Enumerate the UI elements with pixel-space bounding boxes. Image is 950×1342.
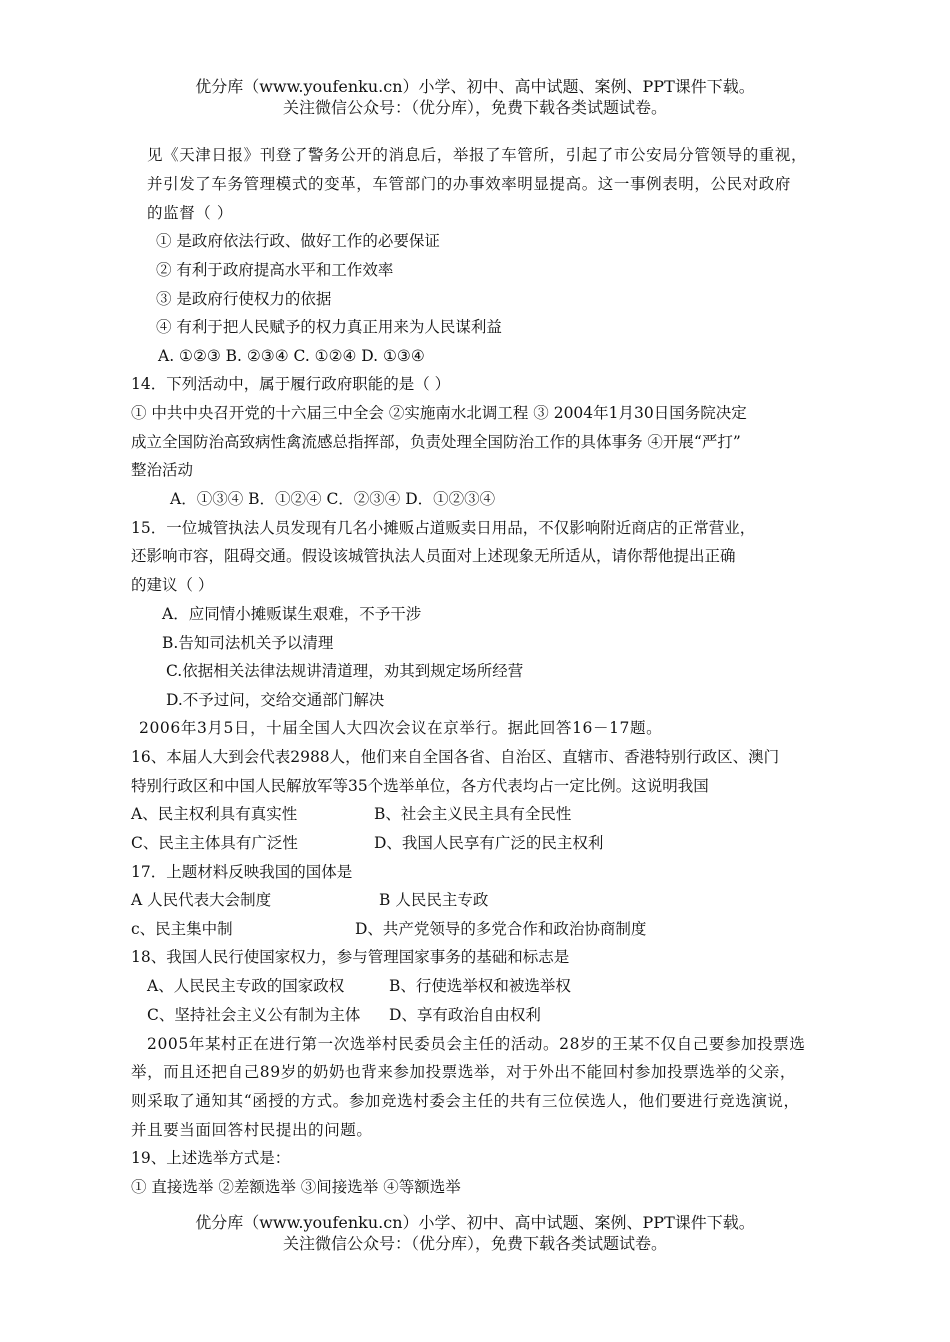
- q15-option-a: A．应同情小摊贩谋生艰难，不予干涉: [162, 605, 422, 623]
- q15-stem-line-2: 还影响市容，阻碍交通。假设该城管执法人员面对上述现象无所适从，请你帮他提出正确: [131, 547, 736, 565]
- q13-item-2: ② 有利于政府提高水平和工作效率: [156, 261, 394, 279]
- q17-stem: 17．上题材料反映我国的国体是: [131, 863, 353, 881]
- q16-option-a: A、民主权利具有真实性: [131, 805, 298, 823]
- q14-options: A．①③④ B．①②④ C．②③④ D．①②③④: [170, 490, 496, 508]
- q16-option-c: C、民主主体具有广泛性: [131, 834, 298, 852]
- q13-options: A. ①②③ B. ②③④ C. ①②④ D. ①③④: [158, 347, 425, 365]
- q13-stem-line-1: 见《天津日报》刊登了警务公开的消息后，举报了车管所，引起了市公安局分管领导的重视，: [147, 146, 808, 164]
- header-line-1: 优分库（www.youfenku.cn）小学、初中、高中试题、案例、PPT课件下载。: [195, 77, 755, 96]
- q18-stem: 18、我国人民行使国家权力，参与管理国家事务的基础和标志是: [131, 948, 570, 966]
- intro-19-line-3: 则采取了通知其“函授的方式。参加竞选村委会主任的共有三位侯选人，他们要进行竞选演说，: [131, 1092, 800, 1110]
- q13-stem-line-2: 并引发了车务管理模式的变革，车管部门的办事效率明显提高。这一事例表明，公民对政府: [147, 175, 792, 193]
- header-line-2: 关注微信公众号：（优分库），免费下载各类试题试卷。: [282, 98, 667, 117]
- q17-option-d: D、共产党领导的多党合作和政治协商制度: [355, 920, 647, 938]
- q16-stem-line-1: 16、本届人大到会代表2988人，他们来自全国各省、自治区、直辖市、香港特别行政区、澳门: [131, 748, 780, 766]
- q14-body-line-1: ① 中共中央召开党的十六届三中全会 ②实施南水北调工程 ③ 2004年1月30日国务院决定: [131, 404, 747, 422]
- q16-option-d: D、我国人民享有广泛的民主权利: [374, 834, 604, 852]
- intro-19-line-2: 举，而且还把自己89岁的奶奶也背来参加投票选举，对于外出不能回村参加投票选举的父亲，: [131, 1063, 796, 1081]
- q18-option-b: B、行使选举权和被选举权: [389, 977, 571, 995]
- intro-19-line-4: 并且要当面回答村民提出的问题。: [131, 1121, 373, 1139]
- q18-option-c: C、坚持社会主义公有制为主体: [147, 1006, 361, 1024]
- q13-stem-line-3: 的监督（ ）: [147, 204, 234, 222]
- q19-items: ① 直接选举 ②差额选举 ③间接选举 ④等额选举: [131, 1178, 461, 1196]
- q16-stem-line-2: 特别行政区和中国人民解放军等35个选举单位，各方代表均占一定比例。这说明我国: [131, 777, 709, 795]
- q18-option-a: A、人民民主专政的国家政权: [147, 977, 345, 995]
- q14-body-line-2: 成立全国防治高致病性禽流感总指挥部，负责处理全国防治工作的具体事务 ④开展“严打”: [131, 433, 741, 451]
- intro-16-17: 2006年3月5日，十届全国人大四次会议在京举行。据此回答16－17题。: [139, 719, 663, 737]
- page-header: [0, 76, 950, 118]
- q13-item-3: ③ 是政府行使权力的依据: [156, 290, 332, 308]
- q18-option-d: D、享有政治自由权利: [389, 1006, 541, 1024]
- q17-option-a: A 人民代表大会制度: [131, 891, 272, 909]
- q15-option-c: C.依据相关法律法规讲清道理，劝其到规定场所经营: [166, 662, 524, 680]
- footer-line-2: 关注微信公众号：（优分库），免费下载各类试题试卷。: [282, 1234, 667, 1253]
- q15-option-b: B.告知司法机关予以清理: [162, 634, 334, 652]
- q16-option-b: B、社会主义民主具有全民性: [374, 805, 572, 823]
- q13-item-1: ① 是政府依法行政、做好工作的必要保证: [156, 232, 440, 250]
- q19-stem: 19、上述选举方式是：: [131, 1149, 291, 1167]
- intro-19-line-1: 2005年某村正在进行第一次选举村民委员会主任的活动。28岁的王某不仅自己要参加投票选: [147, 1035, 806, 1053]
- q14-body-line-3: 整治活动: [131, 461, 194, 479]
- q15-option-d: D.不予过问，交给交通部门解决: [166, 691, 385, 709]
- footer-line-1: 优分库（www.youfenku.cn）小学、初中、高中试题、案例、PPT课件下载。: [195, 1213, 755, 1232]
- q17-option-c: c、民主集中制: [131, 920, 233, 938]
- q13-item-4: ④ 有利于把人民赋予的权力真正用来为人民谋利益: [156, 318, 502, 336]
- q14-stem: 14．下列活动中，属于履行政府职能的是（ ）: [131, 375, 451, 393]
- q17-option-b: B 人民民主专政: [379, 891, 489, 909]
- q15-stem-line-1: 15．一位城管执法人员发现有几名小摊贩占道贩卖日用品，不仅影响附近商店的正常营业，: [131, 519, 756, 537]
- q15-stem-line-3: 的建议（ ）: [131, 576, 214, 594]
- page-footer: [0, 1212, 950, 1254]
